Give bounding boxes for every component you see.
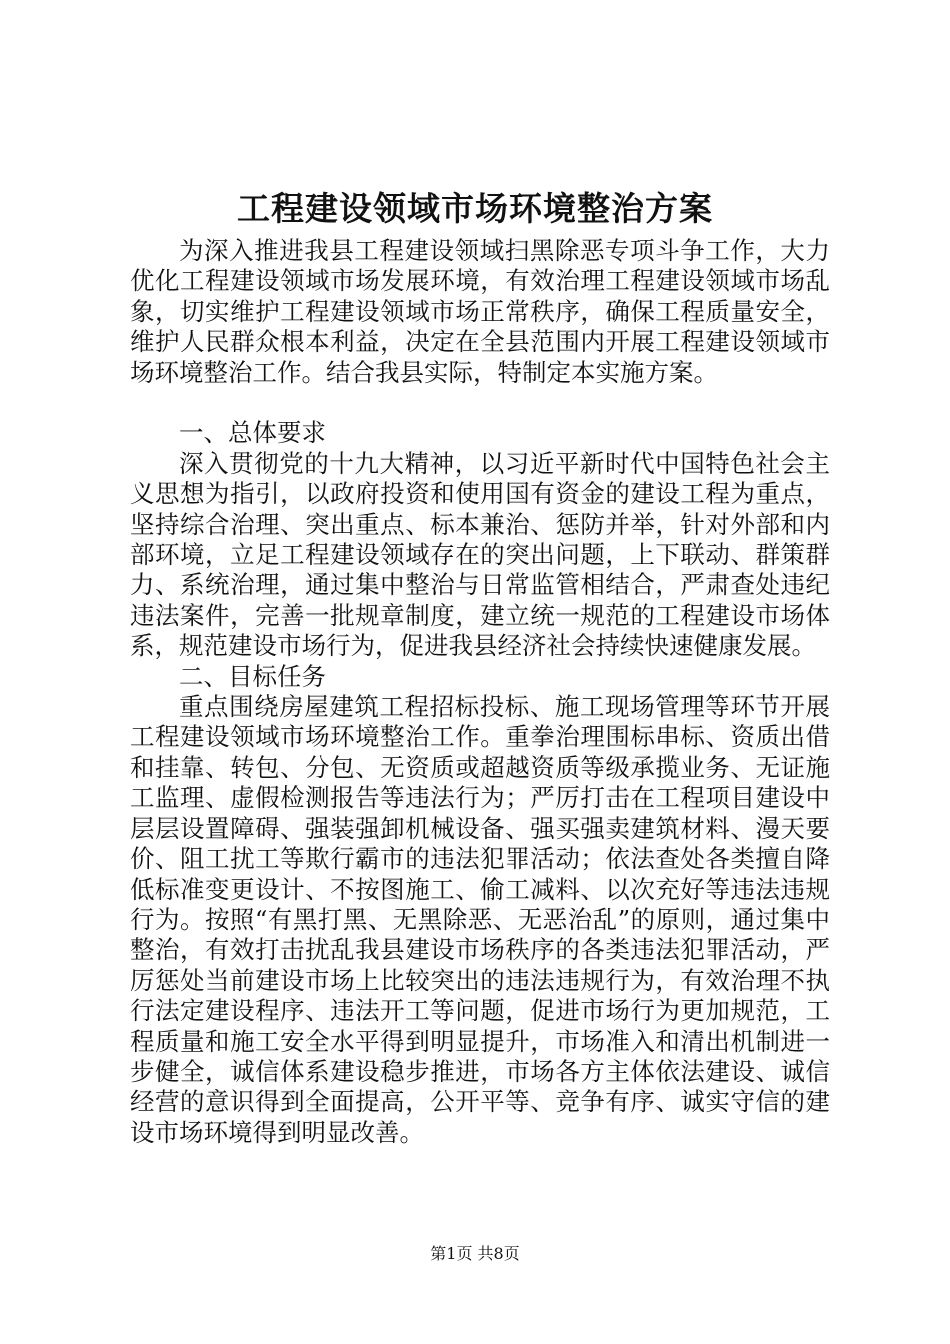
- intro-paragraph: 为深入推进我县工程建设领域扫黑除恶专项斗争工作，大力优化工程建设领域市场发展环境，有效治理工程建设领域市场乱象，切实维护工程建设领域市场正常秩序，确保工程质量安全，维护人民群众根本利益，决定在全县范围内开展工程建设领域市场环境整治工作。结合我县实际，特制定本实施方案。: [130, 236, 830, 387]
- page-number-footer: 第1页 共8页: [430, 1244, 520, 1263]
- paragraph-spacer: [130, 388, 830, 418]
- section-paragraph-general-requirements: 深入贯彻党的十九大精神，以习近平新时代中国特色社会主义思想为指引，以政府投资和使用国有资金的建设工程为重点，坚持综合治理、突出重点、标本兼治、惩防并举，针对外部和内部环境，立足工程建设领域存在的突出问题，上下联动、群策群力、系统治理，通过集中整治与日常监管相结合，严肃查处违纪违法案件，完善一批规章制度，建立统一规范的工程建设市场体系，规范建设市场行为，促进我县经济社会持续快速健康发展。: [130, 448, 830, 661]
- document-title: 工程建设领域市场环境整治方案: [237, 189, 713, 228]
- document-body: [130, 236, 830, 1148]
- section-heading-goals-tasks: 二、目标任务: [179, 661, 326, 691]
- section-heading-general-requirements: 一、总体要求: [179, 418, 326, 448]
- section-paragraph-goals-tasks: 重点围绕房屋建筑工程招标投标、施工现场管理等环节开展工程建设领域市场环境整治工作。重拳治理围标串标、资质出借和挂靠、转包、分包、无资质或超越资质等级承揽业务、无证施工监理、虚假检测报告等违法行为；严厉打击在工程项目建设中层层设置障碍、强装强卸机械设备、强买强卖建筑材料、漫天要价、阻工扰工等欺行霸市的违法犯罪活动；依法查处各类擅自降低标准变更设计、不按图施工、偷工减料、以次充好等违法违规行为。按照“有黑打黑、无黑除恶、无恶治乱”的原则，通过集中整治，有效打击扰乱我县建设市场秩序的各类违法犯罪活动，严厉惩处当前建设市场上比较突出的违法违规行为，有效治理不执行法定建设程序、违法开工等问题，促进市场行为更加规范，工程质量和施工安全水平得到明显提升，市场准入和清出机制进一步健全，诚信体系建设稳步推进，市场各方主体依法建设、诚信经营的意识得到全面提高，公开平等、竞争有序、诚实守信的建设市场环境得到明显改善。: [130, 692, 830, 1147]
